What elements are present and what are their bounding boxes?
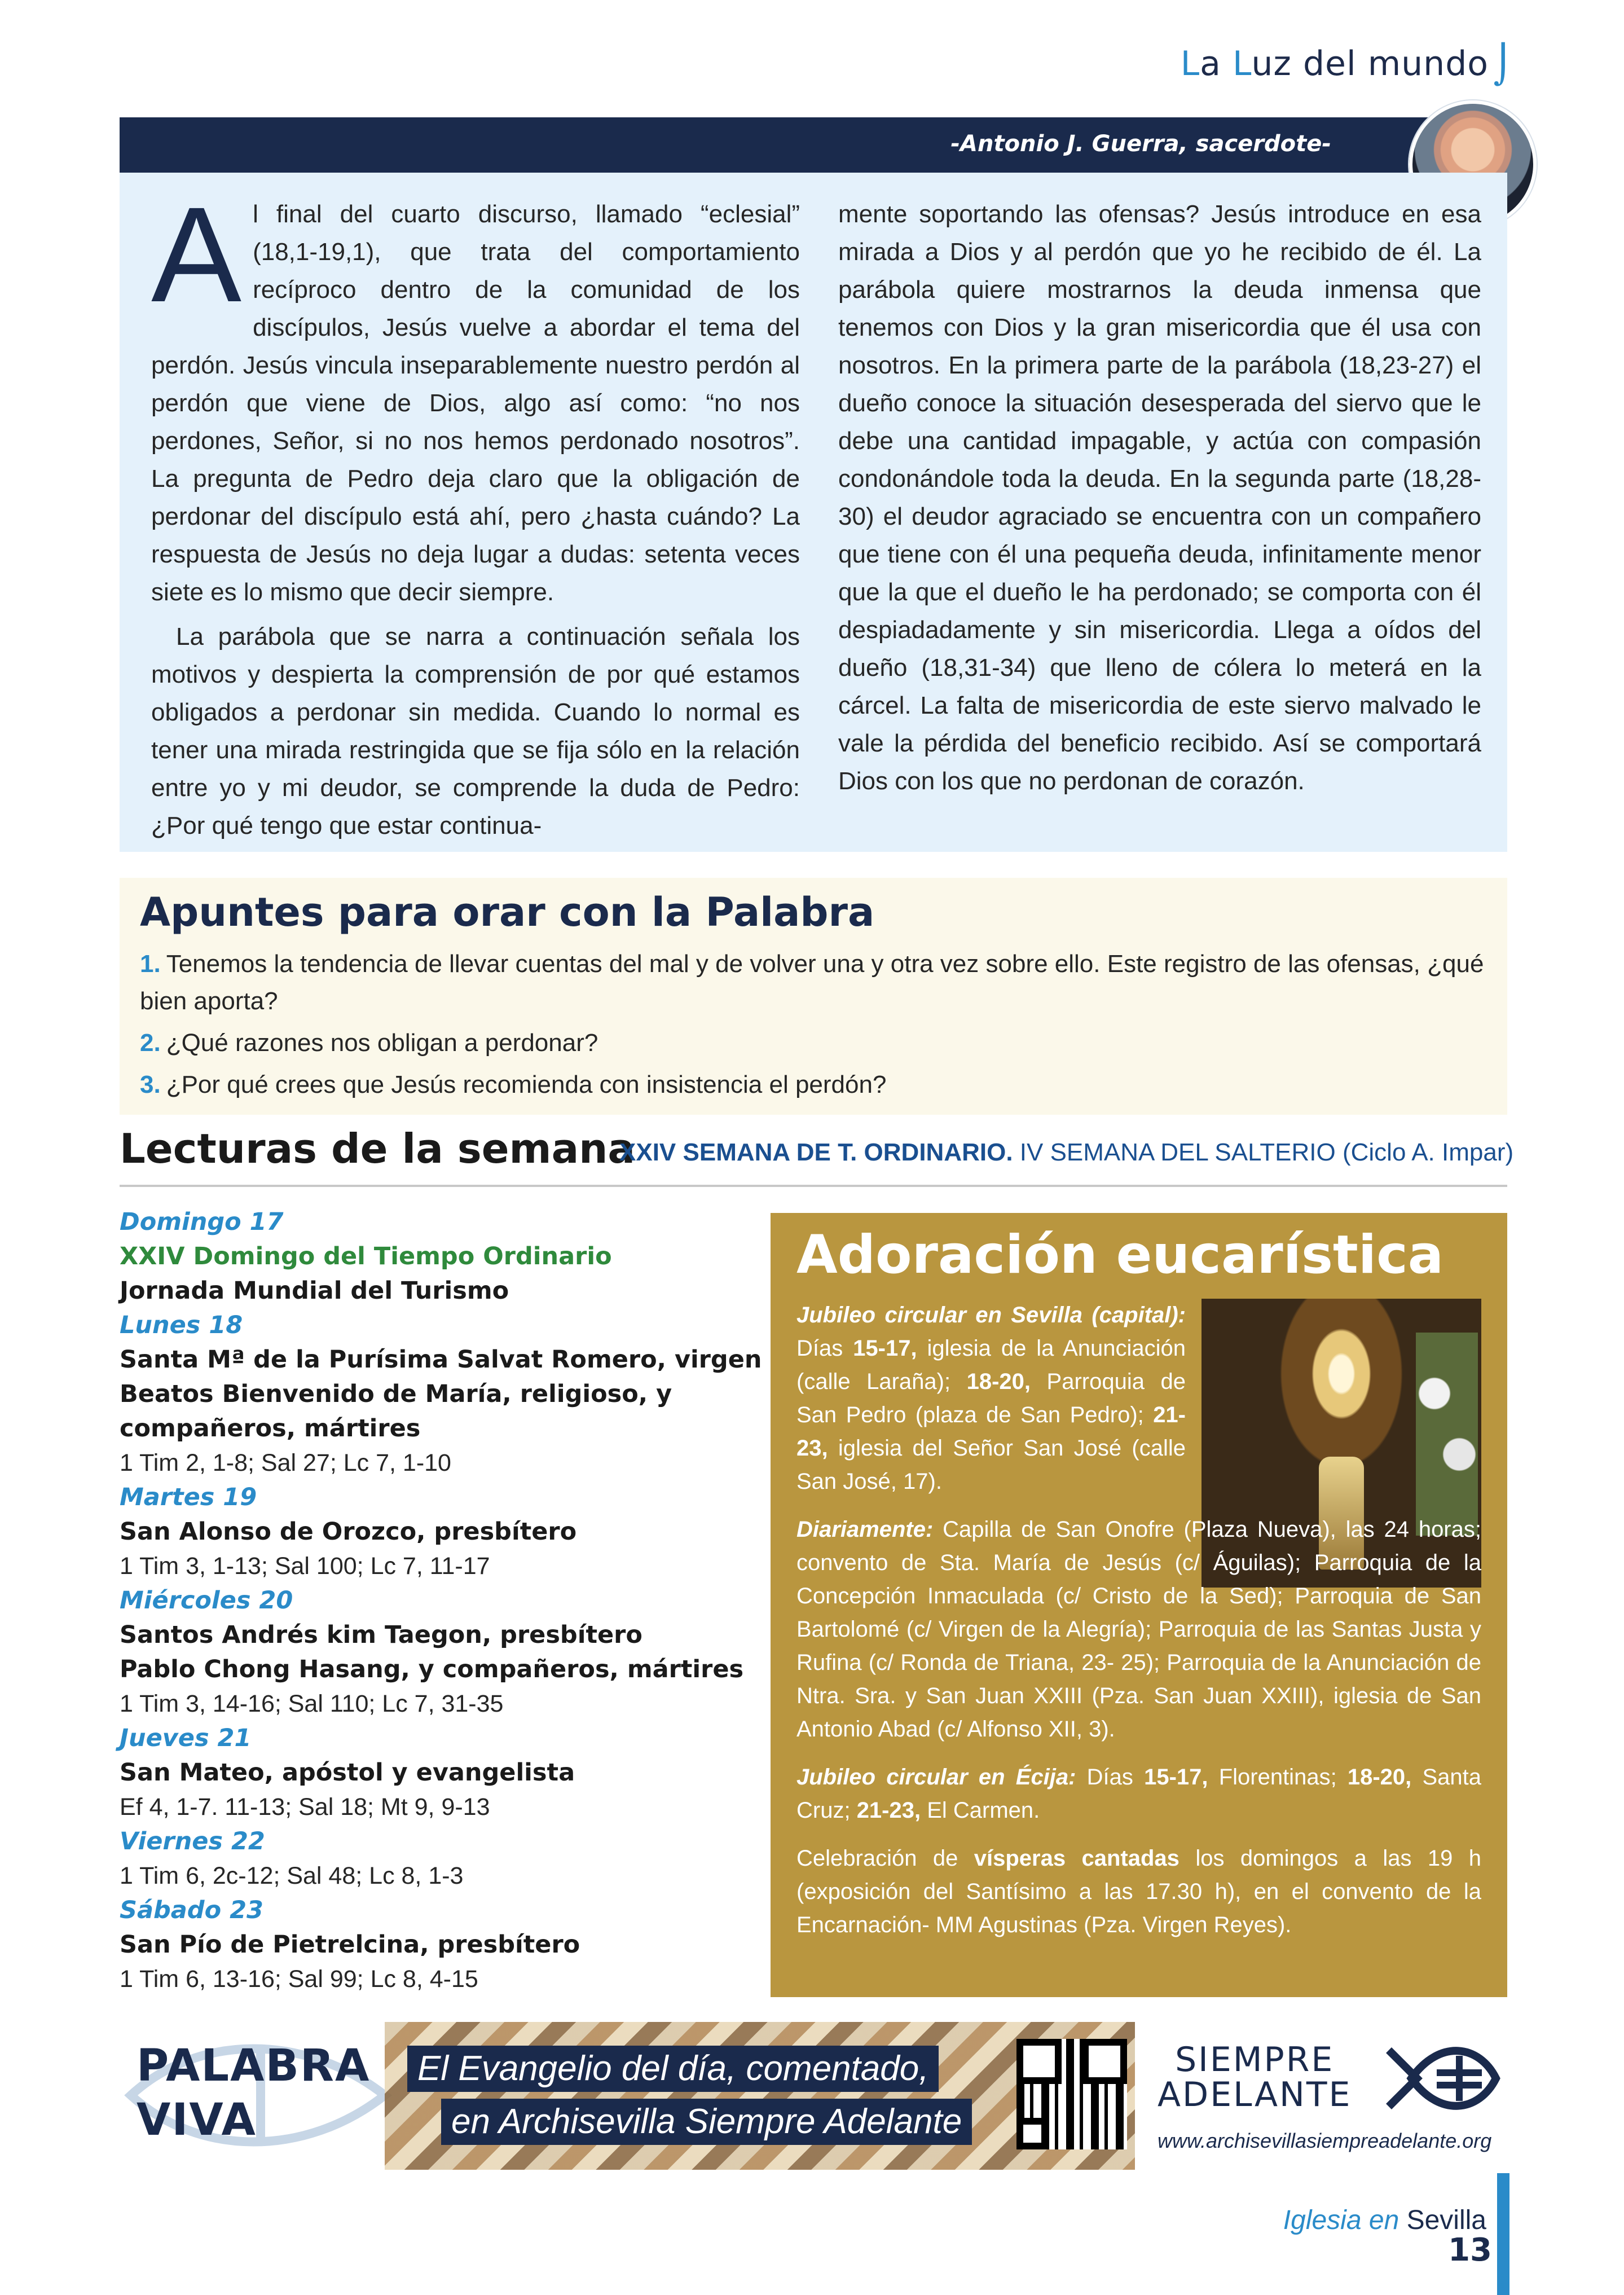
lecturas-subtitle-rest: IV SEMANA DEL SALTERIO (Ciclo A. Impar) [1013, 1138, 1514, 1166]
commentary-paragraph-2: La parábola que se narra a continuación señala los motivos y despierta la comprensión de por qué estamos obligados a perdonar sin medida. Cuando lo normal es tener una mirada restringida que se fija sólo en la relación entre yo y mi deudor, se comprende la duda de Pedro: ¿Por qué tengo que estar continua- [151, 623, 800, 839]
text-run: Días [1076, 1765, 1145, 1790]
author-band [120, 117, 1444, 173]
running-title-part-1: a [1200, 44, 1233, 83]
text-run: Celebración de [796, 1846, 974, 1871]
saint-name: compañeros, mártires [120, 1414, 421, 1443]
running-title-part-2: uz del mundo [1251, 44, 1489, 83]
day-heading: Viernes 22 [120, 1827, 265, 1856]
saint-name: Santos Andrés kim Taegon, presbítero [120, 1621, 642, 1649]
jubileo-sevilla-label: Jubileo circular en Sevilla (capital): [796, 1303, 1186, 1327]
reading-refs: 1 Tim 2, 1-8; Sal 27; Lc 7, 1-10 [120, 1449, 451, 1476]
text-run: Parroquia de San Pedro (plaza de San Pedro); [796, 1369, 1186, 1427]
adoracion-text [796, 1299, 1481, 1957]
date-range: 21-23, [856, 1798, 921, 1823]
adoracion-paragraph-3 [796, 1761, 1481, 1827]
commentary-text-1: l final del cuarto discurso, llamado “eclesial” (18,1-19,1), que trata del comportamiento recíproco dentro de la comunidad de los discípulos, Jesús vuelve a abordar el tema del perdón. Jesús vincula inseparablemente nuestro perdón al perdón que viene de Dios, algo así como: “no nos perdones, Señor, si no nos hemos perdonado nosotros”. La pregunta de Pedro deja claro que la obligación de perdonar del discípulo está ahí, pero ¿hasta cuándo? La respuesta de Jesús no deja lugar a dudas: setenta veces siete es lo mismo que decir siempre. [151, 200, 800, 606]
running-title-initial-1: L [1180, 44, 1200, 83]
commentary-panel [120, 173, 1507, 852]
reading-refs: Ef 4, 1-7. 11-13; Sal 18; Mt 9, 9-13 [120, 1793, 490, 1821]
dropcap: A [151, 179, 242, 330]
day-heading: Jueves 21 [120, 1724, 252, 1752]
apuntes-item [140, 1025, 1494, 1062]
saint-name: San Alonso de Orozco, presbítero [120, 1518, 577, 1546]
apuntes-title: Apuntes para orar con la Palabra [140, 889, 875, 935]
banner-tagline-2: en Archisevilla Siempre Adelante [441, 2099, 972, 2145]
saint-name: San Mateo, apóstol y evangelista [120, 1758, 575, 1787]
saint-name: Beatos Bienvenido de María, religioso, y [120, 1380, 672, 1408]
lecturas-list [120, 1205, 774, 1997]
adoracion-title: Adoración eucarística [796, 1224, 1444, 1286]
running-title [1180, 43, 1513, 86]
apuntes-item-text: ¿Por qué crees que Jesús recomienda con insistencia el perdón? [166, 1071, 887, 1098]
visperas-highlight: vísperas cantadas [974, 1846, 1180, 1871]
adoracion-paragraph-4 [796, 1842, 1481, 1942]
adoracion-paragraph-1 [796, 1299, 1186, 1498]
brace-ornament-icon: ⌡ [1493, 43, 1513, 86]
publication-name-part-2: Sevilla [1406, 2205, 1486, 2235]
qr-corner [1016, 2118, 1048, 2149]
text-run: Florentinas; [1208, 1765, 1348, 1790]
day-heading: Lunes 18 [120, 1311, 243, 1339]
author-name: -Antonio J. Guerra, sacerdote- [950, 131, 1331, 157]
text-run: Capilla de San Onofre (Plaza Nueva), las 24 horas; convento de Sta. María de Jesús (c/ Águilas); Parroquia de la Concepción Inmaculada (c/ Cristo de la Sed); Parroquia de San Bartolomé (c/ Virgen de la Alegría); Parroquia de las Santas Justa y Rufina (c/ Ronda de Triana, 23- 25); Parroquia de la Anunciación de Ntra. Sra. y San Juan XXIII (Pza. San Juan XXIII), iglesia de San Antonio Abad (c/ Alfonso XII, 3). [796, 1517, 1481, 1742]
qr-code-icon[interactable] [1016, 2039, 1127, 2149]
commentary-paragraph-1 [151, 179, 800, 611]
adoracion-panel [771, 1213, 1507, 1997]
siempre-adelante-line-1: SIEMPRE [1175, 2040, 1335, 2079]
date-range: 15-17, [1144, 1765, 1208, 1790]
palabra-viva-logo [137, 2039, 370, 2147]
saint-name: Santa Mª de la Purísima Salvat Romero, virgen [120, 1346, 762, 1374]
cross-fish-icon [1383, 2039, 1502, 2118]
palabra-viva-line-1: PALABRA [137, 2041, 371, 2091]
text-run: Días [796, 1336, 853, 1361]
palabra-viva-line-2: VIVA [137, 2095, 257, 2145]
date-range: 18-20, [966, 1369, 1031, 1394]
saint-name: San Pío de Pietrelcina, presbítero [120, 1931, 580, 1959]
publication-name-part-1: Iglesia en [1283, 2205, 1407, 2235]
banner-tagline-1: El Evangelio del día, comentado, [407, 2046, 939, 2092]
text-run: iglesia de la Anunciación (calle Laraña); [796, 1336, 1186, 1394]
commentary-paragraph-3: mente soportando las ofensas? Jesús introduce en esa mirada a Dios y al perdón que yo he recibido de él. La parábola quiere mostrarnos la deuda inmensa que tenemos con Dios y la gran misericordia que él usa con nosotros. En la primera parte de la parábola (18,23-27) el dueño conoce la situación desesperada del siervo que le debe una cantidad impagable, y actúa con compasión condonándole toda la deuda. En la segunda parte (18,28-30) el deudor agraciado se encuentra con un compañero que tiene con él una pequeña deuda, infinitamente menor que la que el dueño le ha perdonado; se comporta con él despiadadamente y sin misericordia. Llega a oídos del dueño (18,31-34) que lleno de cólera lo meterá en la cárcel. La falta de misericordia de este siervo malvado le vale la pérdida del beneficio recibido. Así se comportará Dios con los que no perdonan de corazón. [838, 200, 1481, 795]
footer-accent-bar [1497, 2173, 1509, 2295]
running-title-initial-2: L [1232, 44, 1252, 83]
feast-name: XXIV Domingo del Tiempo Ordinario [120, 1242, 612, 1270]
date-range: 15-17, [853, 1336, 917, 1361]
reading-refs: 1 Tim 3, 1-13; Sal 100; Lc 7, 11-17 [120, 1553, 490, 1580]
siempre-adelante-logo [1158, 2042, 1352, 2112]
text-run: iglesia del Señor San José (calle San José, 17). [796, 1436, 1186, 1494]
day-heading: Domingo 17 [120, 1208, 284, 1236]
apuntes-item-number: 1. [140, 950, 161, 978]
apuntes-item [140, 1066, 1494, 1103]
page-number: 13 [1448, 2232, 1492, 2268]
observance: Jornada Mundial del Turismo [120, 1277, 509, 1305]
apuntes-item-number: 2. [140, 1029, 161, 1057]
day-heading: Sábado 23 [120, 1896, 263, 1924]
siempre-adelante-line-2: ADELANTE [1158, 2075, 1352, 2114]
date-range: 21-23, [796, 1402, 1186, 1461]
publication-name [1283, 2205, 1486, 2236]
apuntes-item-number: 3. [140, 1071, 161, 1098]
reading-refs: 1 Tim 3, 14-16; Sal 110; Lc 7, 31-35 [120, 1690, 504, 1717]
apuntes-item [140, 946, 1494, 1020]
jubileo-ecija-label: Jubileo circular en Écija: [796, 1765, 1076, 1790]
apuntes-item-text: Tenemos la tendencia de llevar cuentas del mal y de volver una y otra vez sobre ello. Este registro de las ofensas, ¿qué bien aporta? [140, 950, 1484, 1015]
apuntes-item-text: ¿Qué razones nos obligan a perdonar? [166, 1029, 598, 1057]
diariamente-label: Diariamente: [796, 1517, 934, 1542]
lecturas-subtitle-bold: XXIV SEMANA DE T. ORDINARIO. [619, 1138, 1013, 1166]
adoracion-paragraph-2 [796, 1513, 1481, 1746]
palabra-viva-banner[interactable] [120, 2022, 1507, 2170]
day-heading: Martes 19 [120, 1483, 257, 1511]
text-run: los domingos a las 19 h (exposición del Santísimo a las 17.30 h), en el convento de la Encarnación- MM Agustinas (Pza. Virgen Reyes). [796, 1846, 1481, 1937]
reading-refs: 1 Tim 6, 2c-12; Sal 48; Lc 8, 1-3 [120, 1862, 464, 1889]
text-run: El Carmen. [921, 1798, 1040, 1823]
day-heading: Miércoles 20 [120, 1586, 293, 1615]
apuntes-list [140, 946, 1494, 1108]
lecturas-divider [120, 1185, 1507, 1187]
lecturas-subtitle [619, 1138, 1513, 1167]
text-run: Santa Cruz; [796, 1765, 1481, 1823]
saint-name: Pablo Chong Hasang, y compañeros, mártires [120, 1655, 744, 1683]
commentary-right-column [838, 195, 1481, 807]
lecturas-title: Lecturas de la semana [120, 1125, 635, 1172]
apuntes-panel [120, 878, 1507, 1115]
reading-refs: 1 Tim 6, 13-16; Sal 99; Lc 8, 4-15 [120, 1966, 478, 1993]
commentary-left-column [151, 179, 800, 851]
website-link[interactable]: www.archisevillasiempreadelante.org [1158, 2129, 1492, 2152]
date-range: 18-20, [1347, 1765, 1412, 1790]
